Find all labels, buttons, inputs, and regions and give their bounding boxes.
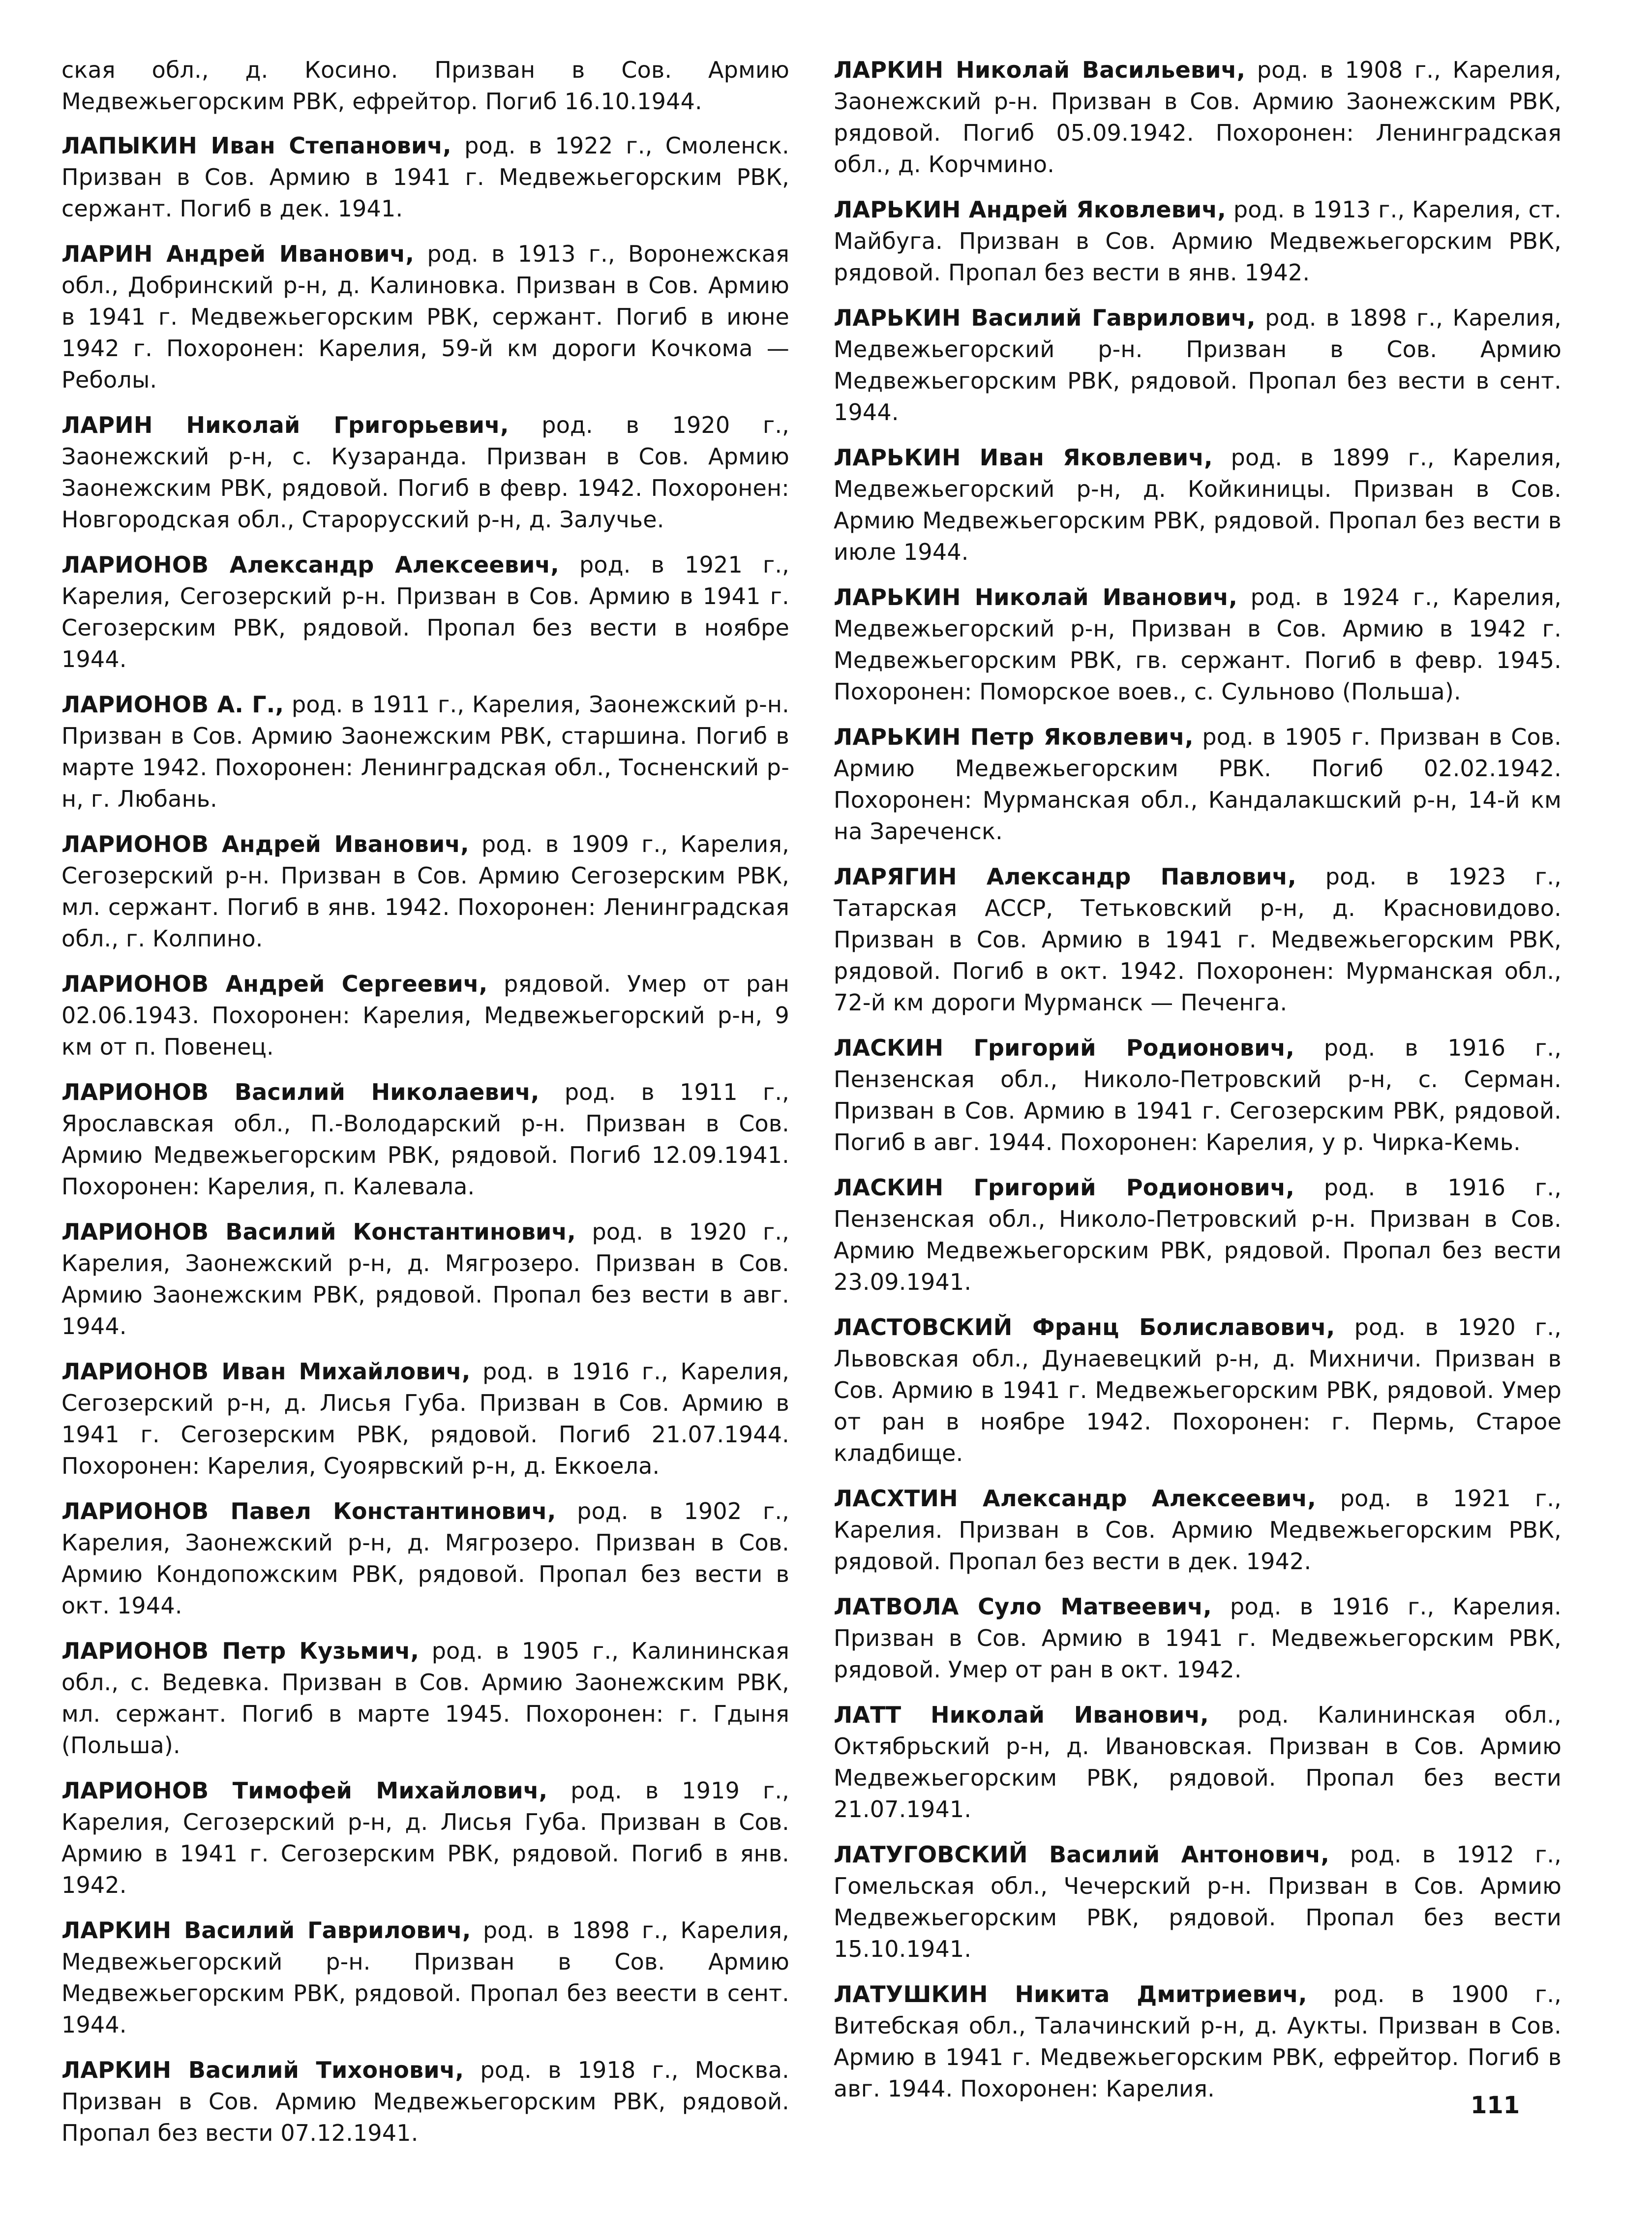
entry-text: род. в 1905 г., Калининская обл., с. Ведевка. Призван в Сов. Армию Заонежским РВК, мл. сержант. Погиб в марте 1945. Похоронен: г. Гдыня (Польша). <box>61 1638 789 1759</box>
entry <box>834 302 1562 428</box>
entry-text: род. в 1909 г., Карелия, Сегозерский р-н. Призван в Сов. Армию Сегозерским РВК, мл. сержант. Погиб в янв. 1942. Похоронен: Ленинградская обл., г. Колпино. <box>61 831 790 952</box>
entry <box>834 1699 1562 1825</box>
entry-text: род. в 1899 г., Карелия, Медвежьегорский р-н, д. Койкиницы. Призван в Сов. Армию Медвежьегорским РВК, рядовой. Пропал без вести в июле 1944. <box>834 444 1562 565</box>
entry-name: ЛАРИОНОВ А. Г., <box>61 691 284 718</box>
entry-text: род. в 1912 г., Гомельская обл., Чечерский р-н. Призван в Сов. Армию Медвежьегорским РВК, рядовой. Пропал без вести 15.10.1941. <box>834 1841 1562 1962</box>
entry-text: род. в 1920 г., Карелия, Заонежский р-н, д. Мягрозеро. Призван в Сов. Армию Заонежским РВК, рядовой. Пропал без вести в авг. 1944. <box>61 1218 789 1339</box>
entry-text: род. в 1902 г., Карелия, Заонежский р-н, д. Мягрозеро. Призван в Сов. Армию Кондопожским РВК, рядовой. Пропал без вести в окт. 1944. <box>61 1498 790 1619</box>
entry <box>61 1915 789 2040</box>
entry-name: ЛАТУГОВСКИЙ Василий Антонович, <box>834 1841 1330 1868</box>
entry-text: род. в 1916 г., Пензенская обл., Николо-Петровский р-н. Призван в Сов. Армию Медвежьегорским РВК, рядовой. Пропал без вести 23.09.1941. <box>834 1174 1562 1295</box>
entry <box>834 1591 1562 1685</box>
entry-name: ЛАРЬКИН Иван Яковлевич, <box>834 444 1213 471</box>
entry <box>834 581 1562 707</box>
entry-name: ЛАРИОНОВ Василий Константинович, <box>61 1218 576 1245</box>
entry <box>61 1216 789 1342</box>
entry-name: ЛАРКИН Василий Тихонович, <box>61 2057 464 2083</box>
entry <box>834 1172 1562 1298</box>
entry-name: ЛАРЬКИН Николай Иванович, <box>834 584 1237 610</box>
entry-name: ЛАРИОНОВ Павел Константинович, <box>61 1498 556 1524</box>
entry <box>61 2054 789 2149</box>
entry <box>834 1032 1562 1158</box>
entry <box>61 1076 789 1202</box>
entry-text: род. в 1911 г., Карелия, Заонежский р-н. Призван в Сов. Армию Заонежским РВК, старшина. Погиб в марте 1942. Похоронен: Ленинградская обл., Тосненский р-н, г. Любань. <box>61 691 789 812</box>
entry-text: род. в 1919 г., Карелия, Сегозерский р-н, д. Лисья Губа. Призван в Сов. Армию в 1941 г. Сегозерским РВК, рядовой. Погиб в янв. 1942. <box>61 1777 789 1898</box>
entry-name: ЛАРЬКИН Андрей Яковлевич, <box>834 196 1226 223</box>
entry-text: род. в 1918 г., Москва. Призван в Сов. Армию Медвежьегорским РВК, рядовой. Пропал без вести 07.12.1941. <box>61 2057 789 2146</box>
entry-name: ЛАПЫКИН Иван Степанович, <box>61 132 451 159</box>
entry-name: ЛАРКИН Василий Гаврилович, <box>61 1917 471 1944</box>
entry <box>834 1839 1562 1965</box>
entry-name: ЛАРИОНОВ Иван Михайлович, <box>61 1358 471 1385</box>
entry-name: ЛАСТОВСКИЙ Франц Болиславович, <box>834 1314 1335 1340</box>
entry-name: ЛАРИОНОВ Андрей Иванович, <box>61 831 469 857</box>
entry-name: ЛАРИН Николай Григорьевич, <box>61 412 509 438</box>
entry <box>61 1775 789 1901</box>
page-number: 111 <box>1471 2092 1520 2119</box>
entry <box>834 721 1562 847</box>
entry-name: ЛАРКИН Николай Васильевич, <box>834 57 1246 83</box>
entry-text: род. в 1921 г., Карелия, Сегозерский р-н. Призван в Сов. Армию в 1941 г. Сегозерским РВК, рядовой. Пропал без вести в ноябре 1944. <box>61 551 790 672</box>
entry <box>61 409 789 535</box>
entry <box>61 549 789 675</box>
entry-text: род. в 1924 г., Карелия, Медвежьегорский р-н, Призван в Сов. Армию в 1942 г. Медвежьегорским РВК, гв. сержант. Погиб в февр. 1945. Похоронен: Поморское воев., с. Сульново (Польша). <box>834 584 1562 705</box>
entry-name: ЛАТУШКИН Никита Дмитриевич, <box>834 1981 1307 2007</box>
entry-name: ЛАРИОНОВ Андрей Сергеевич, <box>61 971 488 997</box>
entry-text: рядовой. Умер от ран 02.06.1943. Похоронен: Карелия, Медвежьегорский р-н, 9 км от п. Повенец. <box>61 971 789 1060</box>
entry-name: ЛАРИОНОВ Тимофей Михайлович, <box>61 1777 548 1804</box>
entry-text: род. в 1922 г., Смоленск. Призван в Сов. Армию в 1941 г. Медвежьегорским РВК, сержант. Погиб в дек. 1941. <box>61 132 789 222</box>
entry <box>61 1495 789 1621</box>
entry-text: род. в 1913 г., Карелия, ст. Майбуга. Призван в Сов. Армию Медвежьегорским РВК, рядовой. Пропал без вести в янв. 1942. <box>834 196 1562 286</box>
entry-name: ЛАТВОЛА Суло Матвеевич, <box>834 1593 1212 1620</box>
entry <box>61 828 789 954</box>
right-column <box>834 54 1562 2118</box>
entry-text: род. в 1898 г., Карелия, Медвежьегорский р-н. Призван в Сов. Армию Медвежьегорским РВК, рядовой. Пропал без вести в сент. 1944. <box>834 304 1562 426</box>
entry-name: ЛАРЯГИН Александр Павлович, <box>834 863 1296 890</box>
entry-name: ЛАСКИН Григорий Родионович, <box>834 1174 1295 1201</box>
entry <box>61 1356 789 1482</box>
entry-text: род. в 1898 г., Карелия, Медвежьегорский р-н. Призван в Сов. Армию Медвежьегорским РВК, рядовой. Пропал без веести в сент. 1944. <box>61 1917 789 2038</box>
entry-name: ЛАРИОНОВ Александр Алексеевич, <box>61 551 559 578</box>
entry-name: ЛАТТ Николай Иванович, <box>834 1702 1209 1728</box>
entry-name: ЛАРЬКИН Василий Гаврилович, <box>834 304 1256 331</box>
entry-text: род. Калининская обл., Октябрьский р-н, д. Ивановская. Призван в Сов. Армию Медвежьегорским РВК, рядовой. Пропал без вести 21.07.1941. <box>834 1702 1562 1823</box>
entry-name: ЛАСХТИН Александр Алексеевич, <box>834 1485 1316 1512</box>
entry <box>834 442 1562 568</box>
entry-name: ЛАРИН Андрей Иванович, <box>61 241 415 267</box>
entry <box>834 54 1562 180</box>
entry <box>834 861 1562 1018</box>
entry-text: род. в 1905 г. Призван в Сов. Армию Медвежьегорским РВК. Погиб 02.02.1942. Похоронен: Мурманская обл., Кандалакшский р-н, 14-й км на Зареченск. <box>834 724 1562 845</box>
entry <box>61 1635 789 1761</box>
entry-text: род. в 1921 г., Карелия. Призван в Сов. Армию Медвежьегорским РВК, рядовой. Пропал без вести в дек. 1942. <box>834 1485 1562 1575</box>
left-column <box>61 54 789 2162</box>
entry-name: ЛАСКИН Григорий Родионович, <box>834 1034 1295 1061</box>
entry <box>834 1311 1562 1469</box>
entry-text: род. в 1913 г., Воронежская обл., Добринский р-н, д. Калиновка. Призван в Сов. Армию в 1941 г. Медвежьегорским РВК, сержант. Погиб в июне 1942 г. Похоронен: Карелия, 59-й км дороги Кочкома — Реболы. <box>61 241 790 393</box>
entry-name: ЛАРИОНОВ Петр Кузьмич, <box>61 1638 420 1664</box>
entry <box>61 238 789 395</box>
entry-text: род. в 1900 г., Витебская обл., Талачинский р-н, д. Аукты. Призван в Сов. Армию в 1941 г. Медвежьегорским РВК, ефрейтор. Погиб в авг. 1944. Похоронен: Карелия. <box>834 1981 1562 2102</box>
entry-name: ЛАРИОНОВ Василий Николаевич, <box>61 1079 540 1105</box>
entry-name: ЛАРЬКИН Петр Яковлевич, <box>834 724 1194 750</box>
entry-text: род. в 1916 г., Карелия, Сегозерский р-н, д. Лисья Губа. Призван в Сов. Армию в 1941 г. Сегозерским РВК, рядовой. Погиб 21.07.1944. Похоронен: Карелия, Суоярвский р-н, д. Еккоела. <box>61 1358 790 1479</box>
entry-text: род. в 1911 г., Ярославская обл., П.-Володарский р-н. Призван в Сов. Армию Медвежьегорским РВК, рядовой. Погиб 12.09.1941. Похоронен: Карелия, п. Калевала. <box>61 1079 789 1200</box>
entry <box>61 689 789 815</box>
entry-text: род. в 1920 г., Заонежский р-н, с. Кузаранда. Призван в Сов. Армию Заонежским РВК, рядовой. Погиб в февр. 1942. Похоронен: Новгородская обл., Старорусский р-н, д. Залучье. <box>61 412 789 533</box>
entry-text: род. в 1923 г., Татарская АССР, Тетьковский р-н, д. Красновидово. Призван в Сов. Армию в 1941 г. Медвежьегорским РВК, рядовой. Погиб в окт. 1942. Похоронен: Мурманская обл., 72-й км дороги Мурманск — Печенга. <box>834 863 1562 1016</box>
entry-continuation <box>61 54 789 117</box>
entry-text: род. в 1920 г., Львовская обл., Дунаевецкий р-н, д. Михничи. Призван в Сов. Армию в 1941 г. Медвежьегорским РВК, рядовой. Умер от ран в ноябре 1942. Похоронен: г. Пермь, Старое кладбище. <box>834 1314 1562 1466</box>
entry-text: род. в 1916 г., Карелия. Призван в Сов. Армию в 1941 г. Медвежьегорским РВК, рядовой. Умер от ран в окт. 1942. <box>834 1593 1562 1683</box>
entry <box>61 968 789 1063</box>
entry <box>834 1978 1562 2104</box>
entry <box>834 1483 1562 1577</box>
entry-text: ская обл., д. Косино. Призван в Сов. Армию Медвежьегорским РВК, ефрейтор. Погиб 16.10.1944. <box>61 57 789 115</box>
entry <box>834 194 1562 288</box>
entry-text: род. в 1916 г., Пензенская обл., Николо-Петровский р-н, с. Серман. Призван в Сов. Армию в 1941 г. Сегозерским РВК, рядовой. Погиб в авг. 1944. Похоронен: Карелия, у р. Чирка-Кемь. <box>834 1034 1562 1155</box>
entry-text: род. в 1908 г., Карелия, Заонежский р-н. Призван в Сов. Армию Заонежским РВК, рядовой. Погиб 05.09.1942. Похоронен: Ленинградская обл., д. Корчмино. <box>834 57 1562 178</box>
entry <box>61 130 789 224</box>
